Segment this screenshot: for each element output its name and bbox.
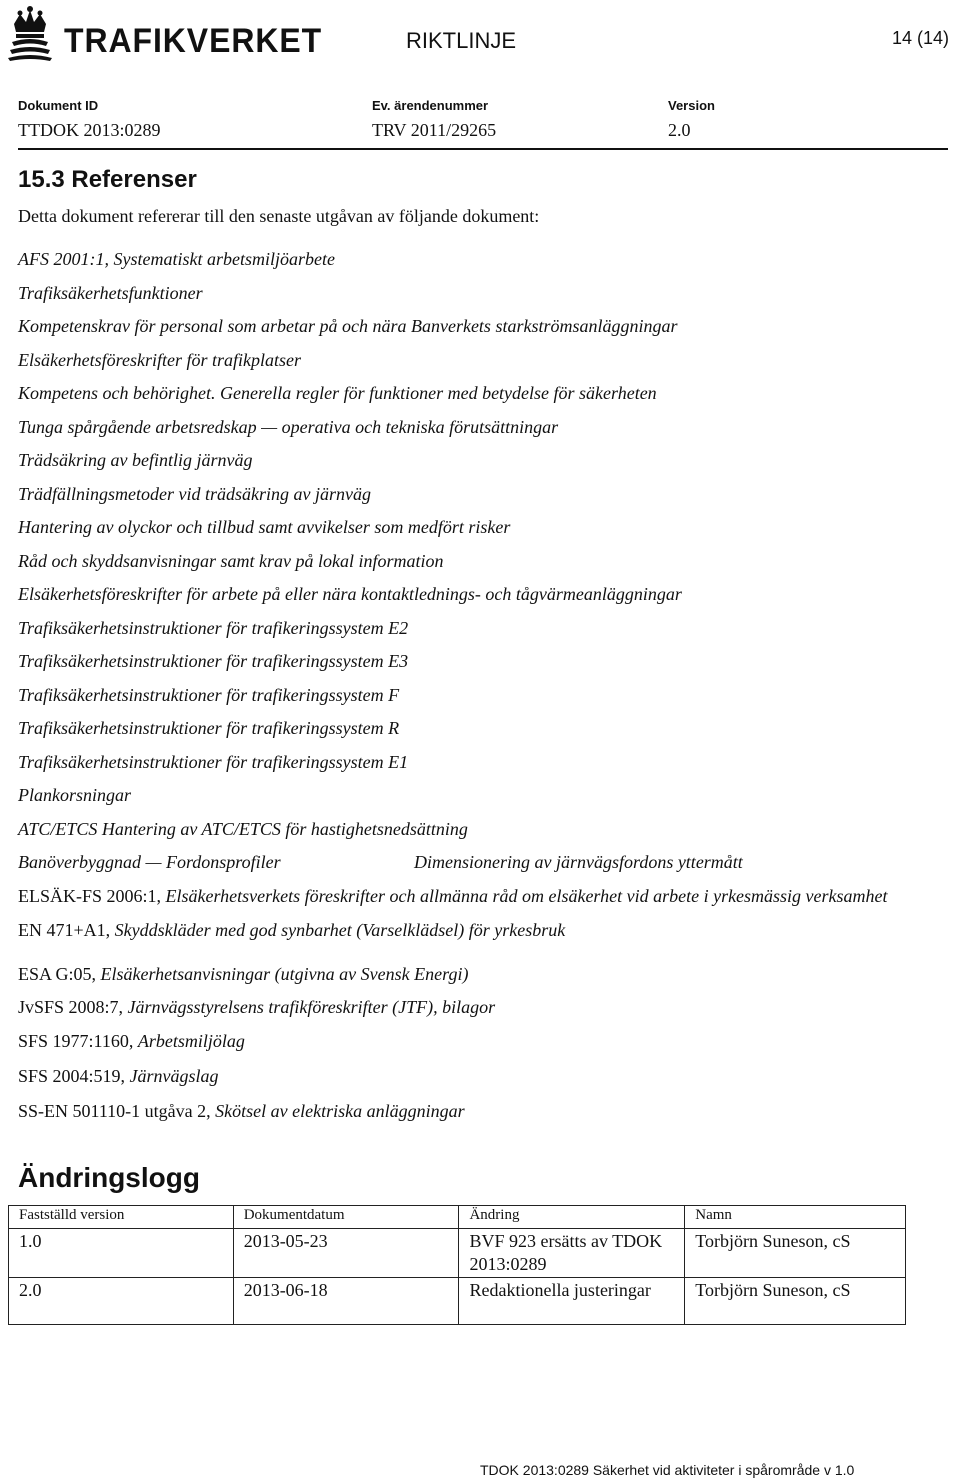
reference-list <box>18 248 948 1133</box>
reference-item: Trafiksäkerhetsfunktioner <box>18 282 203 303</box>
reference-item: AFS 2001:1, Systematiskt arbetsmiljöarbete <box>18 249 335 269</box>
column-header: Fastställd version <box>9 1206 234 1229</box>
reference-code: EN 471+A1, <box>18 919 115 940</box>
case-number-label: Ev. ärendenummer <box>372 98 489 113</box>
reference-item: Hantering av olyckor och tillbud samt avvikelser som medfört risker <box>18 517 511 537</box>
reference-title: Skötsel av elektriska anläggningar <box>215 1100 465 1121</box>
reference-item: Plankorsningar <box>18 785 132 805</box>
table-row <box>9 1229 906 1278</box>
case-number-value: TRV 2011/29265 <box>372 120 497 140</box>
reference-item: Trafiksäkerhetsinstruktioner för trafikeringssystem F <box>18 684 400 705</box>
changelog-heading: Ändringslogg <box>18 1162 200 1193</box>
reference-item-banoverbyggnad <box>18 851 948 885</box>
table-cell: 1.0 <box>9 1229 234 1278</box>
column-header: Ändring <box>459 1206 685 1229</box>
reference-item: Elsäkerhetsföreskrifter för trafikplatser <box>18 349 301 370</box>
column-header: Dokumentdatum <box>233 1206 459 1229</box>
changelog-table <box>8 1205 906 1325</box>
table-cell: 2013-05-23 <box>233 1229 459 1278</box>
table-row <box>9 1278 906 1325</box>
table-cell: Torbjörn Suneson, cS <box>685 1229 906 1278</box>
reference-item: Trafiksäkerhetsinstruktioner för trafikeringssystem E2 <box>18 617 409 638</box>
reference-banover-right: Dimensionering av järnvägsfordons yttermått <box>414 852 743 872</box>
crown-icon <box>6 6 54 62</box>
reference-title: Elsäkerhetsverkets föreskrifter och allmänna råd om elsäkerhet vid arbete i yrkesmässig verksamhet <box>165 885 888 906</box>
reference-item-sfs1977 <box>18 1030 948 1065</box>
table-cell: BVF 923 ersätts av TDOK 2013:0289 <box>459 1229 685 1278</box>
reference-title: Järnvägsstyrelsens trafikföreskrifter (JTF), bilagor <box>127 997 496 1017</box>
reference-banover-left: Banöverbyggnad — Fordonsprofiler <box>18 852 281 872</box>
reference-item: Trädsäkring av befintlig järnväg <box>18 450 253 470</box>
reference-item: Kompetens och behörighet. Generella regler för funktioner med betydelse för säkerheten <box>18 383 657 403</box>
reference-code: SFS 1977:1160, <box>18 1030 138 1051</box>
reference-item-sfs2004 <box>18 1065 948 1100</box>
reference-item: Trädfällningsmetoder vid trädsäkring av järnväg <box>18 483 371 504</box>
column-header: Namn <box>685 1206 906 1229</box>
reference-item-ssen <box>18 1100 948 1134</box>
version-label: Version <box>668 98 715 113</box>
reference-item: Trafiksäkerhetsinstruktioner för trafikeringssystem R <box>18 718 400 738</box>
doc-id-label: Dokument ID <box>18 98 99 113</box>
page-number: 14 (14) <box>892 28 950 48</box>
reference-title: Arbetsmiljölag <box>137 1030 245 1051</box>
reference-item-elsak <box>18 885 948 907</box>
version-value: 2.0 <box>668 120 691 140</box>
reference-code: ESA G:05, <box>18 963 101 984</box>
reference-title: Skyddskläder med god synbarhet (Varselklädsel) för yrkesbruk <box>114 919 566 940</box>
reference-item-en471 <box>18 919 948 963</box>
reference-code: JvSFS 2008:7, <box>18 997 128 1017</box>
logo-wordmark: TRAFIKVERKET <box>64 22 323 60</box>
reference-item-esa <box>18 963 948 997</box>
reference-code: SFS 2004:519, <box>18 1065 130 1086</box>
page-footer: TDOK 2013:0289 Säkerhet vid aktiviteter i spårområde v 1.0 <box>480 1462 855 1478</box>
doc-id-value: TTDOK 2013:0289 <box>18 120 161 140</box>
reference-item: Tunga spårgående arbetsredskap — operativa och tekniska förutsättningar <box>18 416 559 437</box>
reference-item: Trafiksäkerhetsinstruktioner för trafikeringssystem E1 <box>18 751 409 772</box>
table-cell: Redaktionella justeringar <box>459 1278 685 1325</box>
table-header-row <box>9 1206 906 1229</box>
references-intro: Detta dokument refererar till den senaste utgåvan av följande dokument: <box>18 206 540 226</box>
table-cell: Torbjörn Suneson, cS <box>685 1278 906 1325</box>
header-divider <box>18 148 948 150</box>
reference-item: Elsäkerhetsföreskrifter för arbete på eller nära kontaktlednings- och tågvärmeanläggningar <box>18 584 682 604</box>
table-cell: 2013-06-18 <box>233 1278 459 1325</box>
reference-code: ELSÄK-FS 2006:1, <box>18 885 166 906</box>
table-cell: 2.0 <box>9 1278 234 1325</box>
reference-item: ATC/ETCS Hantering av ATC/ETCS för hastighetsnedsättning <box>18 818 468 839</box>
reference-item-jvsfs <box>18 996 948 1030</box>
reference-code: SS-EN 501110-1 utgåva 2, <box>18 1100 216 1121</box>
reference-item: Trafiksäkerhetsinstruktioner för trafikeringssystem E3 <box>18 651 409 671</box>
reference-item: Råd och skyddsanvisningar samt krav på lokal information <box>18 550 444 571</box>
document-type: RIKTLINJE <box>406 28 517 53</box>
trafikverket-logo <box>6 6 323 62</box>
references-heading: 15.3 Referenser <box>18 166 197 193</box>
reference-title: Järnvägslag <box>129 1065 219 1086</box>
reference-title: Elsäkerhetsanvisningar (utgivna av Svensk Energi) <box>100 963 469 984</box>
reference-item: Kompetenskrav för personal som arbetar på och nära Banverkets starkströmsanläggningar <box>18 316 678 336</box>
